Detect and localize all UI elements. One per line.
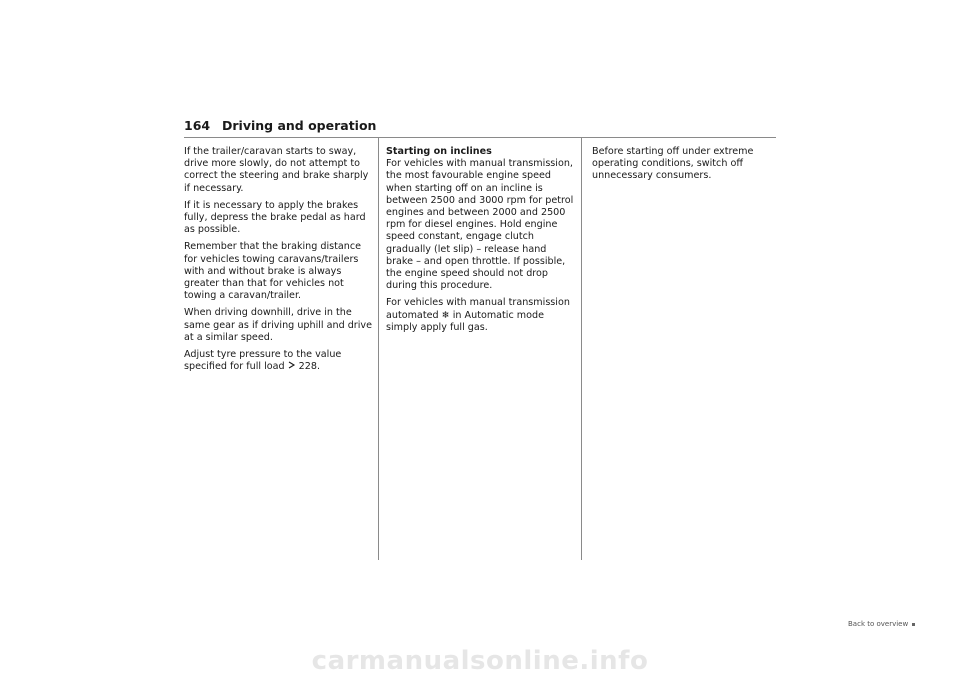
section-subheading: Starting on inclines (386, 146, 492, 157)
paragraph-automated-transmission (386, 297, 576, 334)
header-rule (184, 137, 776, 138)
paragraph-text: in Automatic mode simply apply full gas. (386, 309, 545, 333)
paragraph: Remember that the braking distance for vehicles towing caravans/trailers with and without brake is always greater than that for vehicles not towing a caravan/trailer. (184, 241, 362, 302)
paragraph-text: For vehicles with manual transmission automated (386, 297, 570, 321)
paragraph-text: Adjust tyre pressure to the value specified for full load (184, 349, 342, 373)
column-3 (592, 146, 782, 188)
cross-reference-arrow-icon[interactable] (288, 361, 296, 373)
paragraph: Before starting off under extreme operating conditions, switch off unnecessary consumers. (592, 146, 754, 182)
paragraph: For vehicles with manual transmission, the most favourable engine speed when starting off on an incline is between 2500 and 3000 rpm for petrol engines and between 2000 and 2500 rpm for diesel engines. Hold engine speed constant, engage clutch gradually (let slip) – release hand brake – and open throttle. If possible, the engine speed should not drop during this procedure. (386, 158, 574, 292)
snowflake-icon: ❄ (441, 309, 450, 321)
column-divider-2 (581, 137, 582, 560)
column-1 (184, 146, 374, 378)
page-header (184, 118, 376, 133)
cross-reference-page-link[interactable]: 228. (298, 361, 321, 373)
paragraph: If the trailer/caravan starts to sway, drive more slowly, do not attempt to correct the steering and brake sharply if necessary. (184, 146, 369, 194)
paragraph-tyre-pressure (184, 349, 374, 373)
back-to-overview-link[interactable] (848, 620, 915, 628)
back-link-label[interactable]: Back to overview (848, 620, 909, 628)
page-title: Driving and operation (222, 118, 377, 133)
column-2 (386, 146, 576, 339)
square-bullet-icon (912, 623, 915, 626)
page-number: 164 (184, 118, 211, 133)
column-divider-1 (378, 137, 379, 560)
paragraph: When driving downhill, drive in the same gear as if driving uphill and drive at a similar speed. (184, 307, 372, 343)
watermark: carmanualsonline.info (311, 646, 649, 676)
paragraph: If it is necessary to apply the brakes fully, depress the brake pedal as hard as possible. (184, 199, 366, 236)
